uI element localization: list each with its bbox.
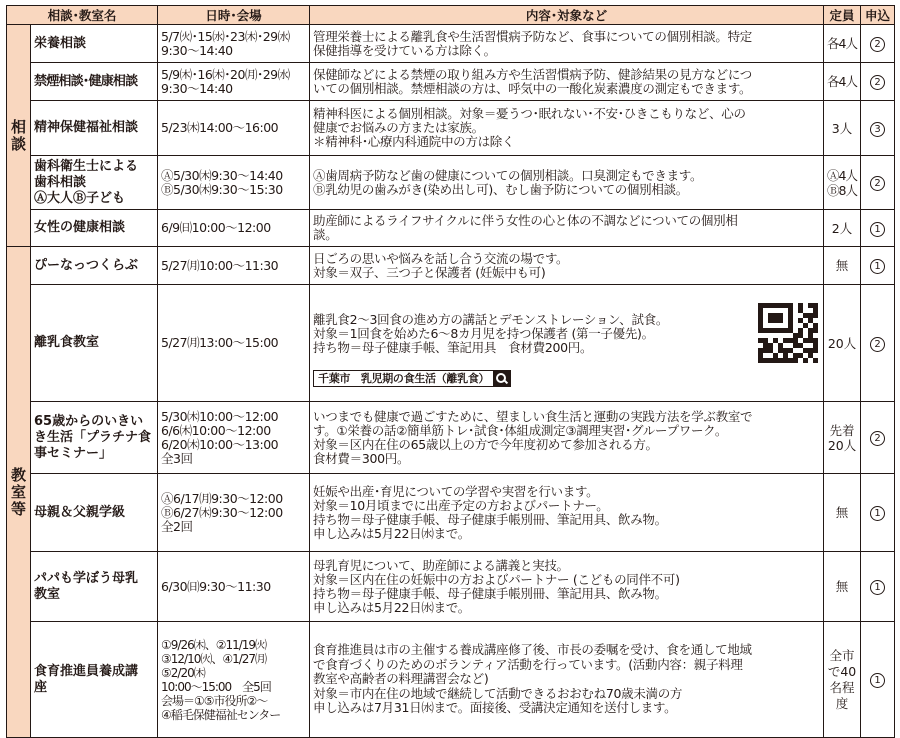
row-name: 離乳食教室: [31, 285, 158, 402]
qr-code-icon[interactable]: [758, 303, 818, 363]
row-desc: 保健師などによる禁煙の取り組み方や生活習慣病予防、健診結果の見方などにつ いての個別相談。禁煙相談の方は、呼気中の一酸化炭素濃度の測定もできます。: [310, 63, 824, 101]
row-apply: [861, 402, 895, 474]
row-date: 6/9㈰10:00～12:00: [158, 210, 310, 247]
row-capacity: 20人: [824, 285, 861, 402]
row-desc: Ⓐ歯周病予防など歯の健康についての個別相談。口臭測定もできます。 Ⓑ乳幼児の歯みがき(染め出し可)、むし歯予防についての個別相談。: [310, 156, 824, 210]
row-desc: 管理栄養士による離乳食や生活習慣病予防など、食事についての個別相談。特定 保健指導を受けている方は除く。: [310, 25, 824, 63]
header-row: [7, 6, 895, 25]
row-apply: [861, 101, 895, 156]
table-row: [7, 402, 895, 474]
row-desc: 日ごろの思いや悩みを話し合う交流の場です。 対象＝双子、三つ子と保護者 (妊娠中も可): [310, 247, 824, 285]
row-apply: [861, 156, 895, 210]
apply-number: 2: [870, 37, 885, 52]
search-keyword-box: [313, 370, 511, 387]
row-date: 5/27㈪10:00～11:30: [158, 247, 310, 285]
apply-number: 1: [870, 580, 885, 595]
apply-number: 2: [870, 431, 885, 446]
apply-number: 1: [870, 673, 885, 688]
header-date: 日時･会場: [158, 6, 310, 25]
row-date: 5/23㈭14:00～16:00: [158, 101, 310, 156]
header-capacity: 定員: [824, 6, 861, 25]
row-desc: 助産師によるライフサイクルに伴う女性の心と体の不調などについての個別相 談。: [310, 210, 824, 247]
row-capacity: 無: [824, 552, 861, 622]
row-apply: [861, 285, 895, 402]
row-date: 6/30㈰9:30～11:30: [158, 552, 310, 622]
row-name: 栄養相談: [31, 25, 158, 63]
row-name: 精神保健福祉相談: [31, 101, 158, 156]
row-capacity: 各4人: [824, 63, 861, 101]
table-row: [7, 63, 895, 101]
row-name: パパも学ぼう母乳 教室: [31, 552, 158, 622]
search-keyword: 千葉市 乳児期の食生活（離乳食）: [318, 371, 490, 385]
apply-number: 2: [870, 176, 885, 191]
header-apply: 申込: [861, 6, 895, 25]
category-consult: [7, 25, 31, 247]
apply-number: 2: [870, 75, 885, 90]
apply-number: 1: [870, 222, 885, 237]
table-row: [7, 552, 895, 622]
row-apply: [861, 63, 895, 101]
table-row: [7, 622, 895, 738]
row-apply: [861, 622, 895, 738]
row-apply: [861, 474, 895, 552]
row-date: 5/7㈫･15㈬･23㈭･29㈬ 9:30～14:40: [158, 25, 310, 63]
schedule-table: [6, 5, 895, 738]
category-consult-label: 相談: [11, 117, 27, 153]
header-name: 相談･教室名: [7, 6, 158, 25]
row-name: 女性の健康相談: [31, 210, 158, 247]
row-capacity: Ⓐ4人 Ⓑ8人: [824, 156, 861, 210]
row-apply: [861, 25, 895, 63]
row-desc: 離乳食2～3回食の進め方の講話とデモンストレーション、試食。 対象＝1回食を始めた6～8カ月児を持つ保護者 (第一子優先)。 持ち物＝母子健康手帳、筆記用具 食材費200円。: [313, 312, 669, 355]
row-name: 歯科衛生士による 歯科相談 Ⓐ大人Ⓑ子ども: [31, 156, 158, 210]
row-desc: 精神科医による個別相談。対象＝憂うつ･眠れない･不安･ひきこもりなど、心の 健康でお悩みの方または家族。 ＊精神科･心療内科通院中の方は除く: [310, 101, 824, 156]
row-capacity: 無: [824, 474, 861, 552]
row-name: 母親＆父親学級: [31, 474, 158, 552]
magnifier-icon: [493, 371, 510, 386]
row-apply: [861, 210, 895, 247]
row-name: ぴーなっつくらぶ: [31, 247, 158, 285]
desc-text-block: [313, 299, 668, 387]
row-date: 5/9㈭･16㈭･20㈪･29㈬ 9:30～14:40: [158, 63, 310, 101]
row-date: Ⓐ5/30㈭9:30～14:40 Ⓑ5/30㈭9:30～15:30: [158, 156, 310, 210]
row-desc: いつまでも健康で過ごすために、望ましい食生活と運動の実践方法を学ぶ教室で す。①栄養の話②簡単筋トレ･試食･体組成測定③調理実習･グループワーク。 対象＝区内在住の65歳以上の方で今年度初めて参加される方。 食材費＝300円。: [310, 402, 824, 474]
row-capacity: 2人: [824, 210, 861, 247]
category-class: [7, 247, 31, 738]
row-capacity: 全市 で40 名程 度: [824, 622, 861, 738]
desc-with-qr: [313, 299, 820, 387]
row-apply: [861, 247, 895, 285]
row-capacity: 無: [824, 247, 861, 285]
apply-number: 2: [870, 337, 885, 352]
row-capacity: 3人: [824, 101, 861, 156]
row-desc: 妊娠や出産･育児についての学習や実習を行います。 対象＝10月頃までに出産予定の方およびパートナー。 持ち物＝母子健康手帳、母子健康手帳別冊、筆記用具、飲み物。 申し込みは5月22日㈬まで。: [310, 474, 824, 552]
row-desc: 食育推進員は市の主催する養成講座修了後、市長の委嘱を受け、食を通して地域 で食育づくりのためのボランティア活動を行っています。(活動内容：親子料理 教室や高齢者の料理講習会など) 対象＝市内在住の地域で継続して活動できるおおむね70歳未満の方 申し込みは7月31日㈬まで。面接後、受講決定通知を送付します。: [310, 622, 824, 738]
row-date: ①9/26㈭、②11/19㈫ ③12/10㈫、④1/27㈪ ⑤2/20㈭ 10:00～15:00 全5回 会場＝①⑤市役所②～ ④稲毛保健福祉センター: [158, 622, 310, 738]
table-row: [7, 474, 895, 552]
row-name: 食育推進員養成講 座: [31, 622, 158, 738]
row-date: Ⓐ6/17㈪9:30～12:00 Ⓑ6/27㈭9:30～12:00 全2回: [158, 474, 310, 552]
row-date: 5/27㈪13:00～15:00: [158, 285, 310, 402]
row-capacity: 各4人: [824, 25, 861, 63]
table-row: [7, 210, 895, 247]
table-row: [7, 285, 895, 402]
category-class-label: 教室等: [11, 465, 27, 518]
row-capacity: 先着 20人: [824, 402, 861, 474]
apply-number: 1: [870, 506, 885, 521]
table-row: [7, 25, 895, 63]
apply-number: 3: [870, 122, 885, 137]
row-name: 65歳からのいきい き生活「プラチナ食 事セミナー」: [31, 402, 158, 474]
row-desc-cell: [310, 285, 824, 402]
table-row: [7, 247, 895, 285]
row-apply: [861, 552, 895, 622]
table-row: [7, 101, 895, 156]
table-row: [7, 156, 895, 210]
header-desc: 内容･対象など: [310, 6, 824, 25]
apply-number: 1: [870, 259, 885, 274]
row-name: 禁煙相談･健康相談: [31, 63, 158, 101]
row-date: 5/30㈭10:00～12:00 6/6㈭10:00～12:00 6/20㈭10:00～13:00 全3回: [158, 402, 310, 474]
row-desc: 母乳育児について、助産師による講義と実技。 対象＝区内在住の妊娠中の方およびパートナー (こどもの同伴不可) 持ち物＝母子健康手帳、母子健康手帳別冊、筆記用具、飲み物。 申し込みは5月22日㈬まで。: [310, 552, 824, 622]
